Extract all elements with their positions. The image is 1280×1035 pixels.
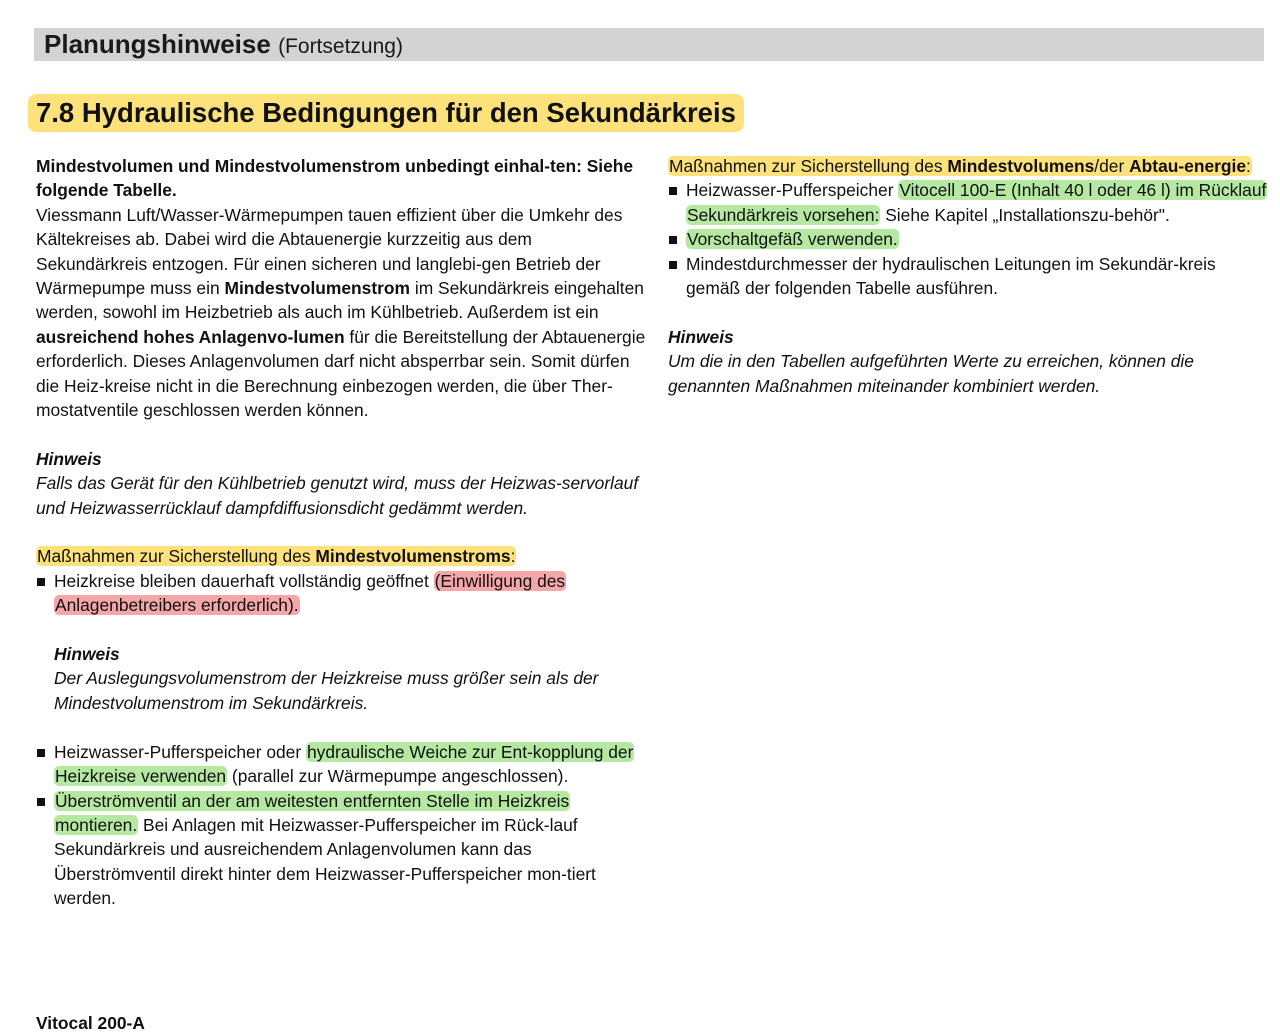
- para-bold: Mindestvolumenstrom: [224, 278, 410, 299]
- bullet-icon: [669, 261, 677, 269]
- para-text: für die Bereitstellung der Abtauenergie erforderlich. Dieses Anlagenvolumen darf nicht absperrbar sein. Somit dürfen die Heiz-kreise nicht in die Berechnung einbezogen werden, die über Ther-mostatventile geschlossen werden können.: [36, 326, 646, 421]
- section-title: 7.8 Hydraulische Bedingungen für den Sekundärkreis: [28, 94, 744, 132]
- bullet-highlight-green: Überströmventil an der am weitesten entfernten Stelle im Heizkreis montieren.: [55, 790, 570, 835]
- nested-note: [36, 642, 646, 715]
- note-heading: Hinweis: [668, 326, 734, 347]
- bullet-highlight-green: Vorschaltgefäß verwenden.: [687, 229, 898, 250]
- note-text: Falls das Gerät für den Kühlbetrieb genutzt wird, muss der Heizwas-servorlauf und Heizwasserrücklauf dampfdiffusionsdicht gedämmt werden.: [36, 473, 639, 518]
- measures-bold: Abtau-energie: [1129, 156, 1247, 176]
- measures-highlight: [668, 156, 1252, 176]
- bullet-text: Heizkreise bleiben dauerhaft vollständig geöffnet: [54, 570, 434, 591]
- bullet-text: Bei Anlagen mit Heizwasser-Pufferspeicher im Rück-lauf Sekundärkreis und ausreichendem Anlagenvolumen kann das Überströmventil direkt hinter dem Heizwasser-Pufferspeicher mon-tiert werden.: [54, 814, 596, 909]
- measures-text: Maßnahmen zur Sicherstellung des: [669, 156, 948, 176]
- cut-off-heading: Vitocal 200-A: [36, 1013, 145, 1033]
- measures-bold: Mindestvolumenstroms: [315, 546, 511, 567]
- measures-heading: [36, 544, 646, 568]
- bullet-text: Mindestdurchmesser der hydraulischen Leitungen im Sekundär-kreis gemäß der folgenden Tabelle ausführen.: [686, 253, 1216, 299]
- bullet-icon: [669, 187, 677, 195]
- intro-paragraph: [36, 203, 646, 423]
- note-heading: Hinweis: [54, 644, 120, 665]
- intro-bold: Mindestvolumen und Mindestvolumenstrom unbedingt einhal-ten: Siehe folgende Tabelle.: [36, 156, 634, 201]
- bullet-text: (parallel zur Wärmepumpe angeschlossen).: [227, 766, 569, 787]
- para-bold: ausreichend hohes Anlagenvo-lumen: [36, 326, 345, 347]
- measures-bold: Mindestvolumens: [947, 156, 1095, 176]
- bullet-highlight-green: hydraulische Weiche zur Ent-kopplung der Heizkreise verwenden: [55, 741, 634, 787]
- para-text: Viessmann Luft/Wasser-Wärmepumpen tauen effizient über die Umkehr des Kältekreises ab. Dabei wird die Abtauenergie kurzzeitig aus dem Sekundärkreis entzogen. Für einen sicheren und langlebi-gen Betrieb der Wärmepumpe muss ein: [36, 204, 623, 299]
- bullet-text: Heizwasser-Pufferspeicher oder: [54, 741, 306, 762]
- bullet-icon: [37, 798, 45, 806]
- note-text: Der Auslegungsvolumenstrom der Heizkreise muss größer sein als der Mindestvolumenstrom im Sekundärkreis.: [54, 668, 599, 713]
- measures-text: /der: [1094, 156, 1130, 176]
- page-header: [44, 28, 403, 63]
- bullet-highlight-red: (Einwilligung des Anlagenbetreibers erforderlich).: [55, 570, 566, 616]
- list-item: [668, 252, 1268, 301]
- list-item: [668, 178, 1268, 227]
- right-column: [668, 154, 1268, 398]
- list-item: [668, 227, 1268, 251]
- measures-text: Maßnahmen zur Sicherstellung des: [37, 546, 316, 567]
- note-heading: Hinweis: [36, 448, 102, 469]
- left-column: [36, 154, 646, 911]
- measures-highlight: [36, 546, 516, 566]
- list-item: [36, 569, 646, 618]
- para-text: im Sekundärkreis eingehalten werden, sowohl im Heizbetrieb als auch im Kühlbetrieb. Außerdem ist ein: [36, 278, 644, 323]
- bullet-highlight-green: Vitocell 100-E (Inhalt 40 l oder 46 l) im Rücklauf Sekundärkreis vorsehen:: [687, 180, 1267, 225]
- bullet-text: Heizwasser-Pufferspeicher: [686, 180, 899, 201]
- list-item: [36, 740, 646, 789]
- note-text: Um die in den Tabellen aufgeführten Werte zu erreichen, können die genannten Maßnahmen miteinander kombiniert werden.: [668, 351, 1194, 396]
- page-header-title: Planungshinweise: [44, 29, 271, 59]
- bullet-icon: [37, 749, 45, 757]
- list-item: [36, 789, 646, 911]
- page-header-bar: [34, 28, 1264, 61]
- bullet-text: Siehe Kapitel „Installationszu-behör".: [880, 204, 1170, 225]
- bullet-icon: [37, 578, 45, 586]
- measures-heading: [668, 154, 1268, 178]
- page-header-subtitle: (Fortsetzung): [278, 35, 403, 58]
- measures-text: :: [510, 546, 516, 567]
- bullet-icon: [669, 236, 677, 244]
- measures-text: :: [1246, 156, 1251, 176]
